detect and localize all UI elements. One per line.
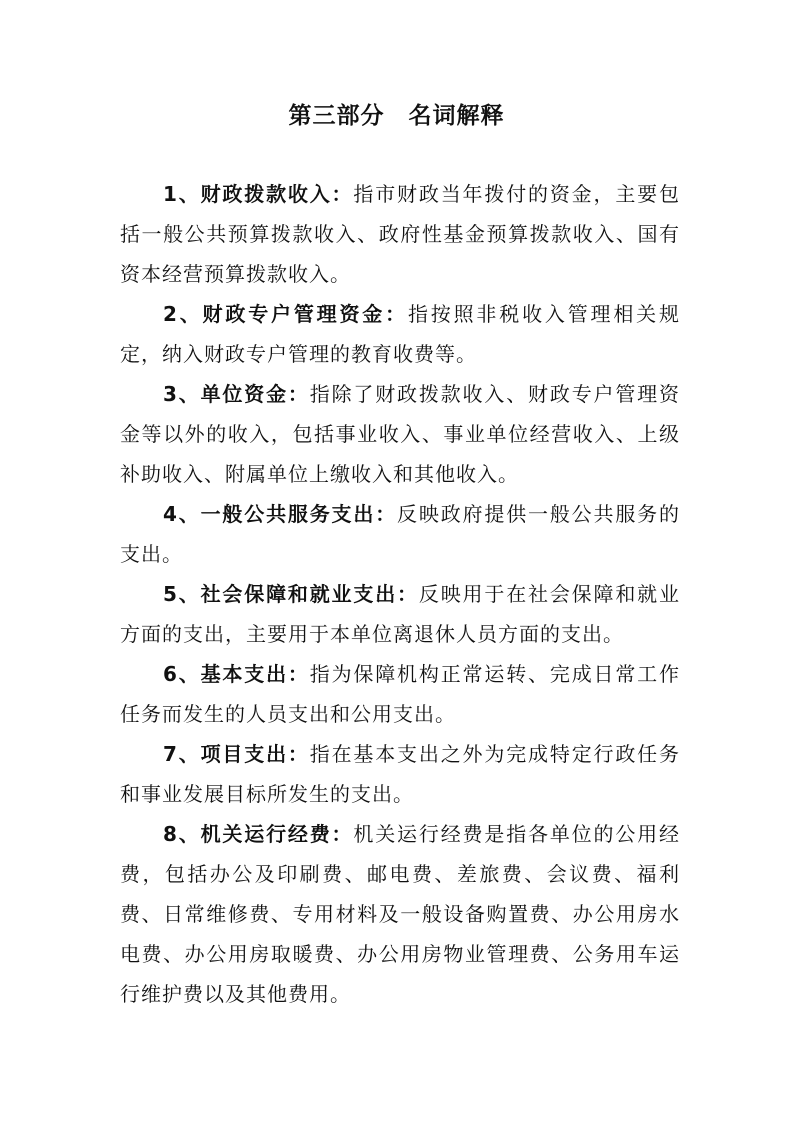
- term-name: 8、机关运行经费：: [163, 822, 354, 846]
- term-item: [120, 174, 680, 294]
- term-name: 7、项目支出：: [163, 742, 310, 766]
- term-name: 4、一般公共服务支出：: [163, 502, 398, 526]
- term-definition: 指市财政当年拨付的资金，主要包括一般公共预算拨款收入、政府性基金预算拨款收入、国有资本经营预算拨款收入。: [120, 182, 681, 286]
- term-name: 2、财政专户管理资金：: [163, 302, 408, 326]
- term-item: [120, 734, 680, 814]
- term-name: 3、单位资金：: [163, 382, 310, 406]
- term-list: [120, 174, 680, 1014]
- term-name: 5、社会保障和就业支出：: [163, 582, 419, 606]
- term-item: [120, 374, 680, 494]
- term-definition: 反映政府提供一般公共服务的支出。: [120, 502, 681, 566]
- page-title: 第三部分 名词解释: [288, 103, 505, 129]
- term-item: [120, 294, 680, 374]
- term-item: [120, 574, 680, 654]
- term-name: 6、基本支出：: [163, 662, 310, 686]
- term-definition: 反映用于在社会保障和就业方面的支出，主要用于本单位离退休人员方面的支出。: [120, 582, 680, 646]
- term-definition: 指在基本支出之外为完成特定行政任务和事业发展目标所发生的支出。: [120, 742, 681, 806]
- term-name: 1、财政拨款收入：: [163, 182, 354, 206]
- term-item: [120, 814, 680, 1014]
- term-definition: 指为保障机构正常运转、完成日常工作任务而发生的人员支出和公用支出。: [120, 662, 681, 726]
- term-definition: 指除了财政拨款收入、财政专户管理资金等以外的收入，包括事业收入、事业单位经营收入、上级补助收入、附属单位上缴收入和其他收入。: [120, 382, 681, 486]
- term-definition: 机关运行经费是指各单位的公用经费，包括办公及印刷费、邮电费、差旅费、会议费、福利费、日常维修费、专用材料及一般设备购置费、办公用房水电费、办公用房取暖费、办公用房物业管理费、公务用车运行维护费以及其他费用。: [120, 822, 681, 1006]
- term-item: [120, 654, 680, 734]
- term-definition: 指按照非税收入管理相关规定，纳入财政专户管理的教育收费等。: [120, 302, 681, 366]
- term-item: [120, 494, 680, 574]
